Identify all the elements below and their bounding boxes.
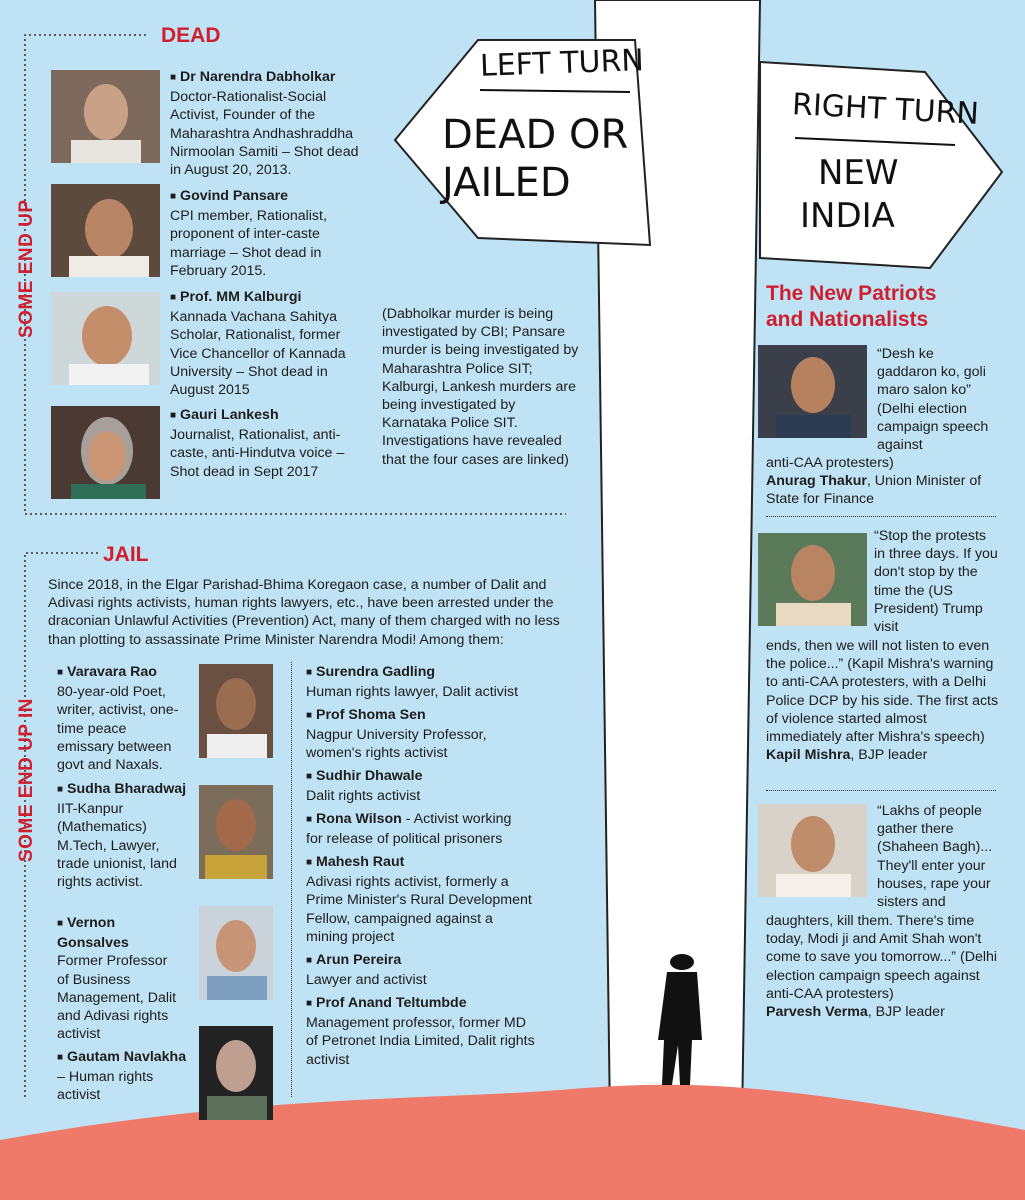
jail-person-wilson — [306, 810, 531, 848]
portrait-icon — [758, 804, 867, 897]
jail-person-name: ■ Mahesh Raut — [306, 853, 536, 873]
dead-person-desc: CPI member, Rationalist, proponent of inter-caste marriage – Shot dead in February 2015. — [170, 208, 327, 279]
quote-thakur-wrap: “Desh ke gaddaron ko, goli maro salon ko” (Delhi election campaign speech against — [877, 346, 989, 454]
right-sign-line2: INDIA — [800, 196, 895, 236]
jail-person-desc: - Activist working for release of political prisoners — [306, 811, 512, 848]
dead-person-name: ■ Prof. MM Kalburgi — [170, 288, 360, 308]
photo-lankesh — [51, 406, 160, 499]
jail-person-name: ■ Prof Shoma Sen — [306, 706, 526, 726]
jail-person-navlakha — [57, 1048, 187, 1105]
quote-separator — [766, 516, 996, 517]
jail-person-desc: IIT-Kanpur (Mathematics) M.Tech, Lawyer, trade unionist, land rights activist. — [57, 801, 177, 891]
jail-person-desc: Lawyer and activist — [306, 972, 427, 989]
dead-person-1 — [170, 68, 370, 179]
jail-person-bharadwaj — [57, 780, 187, 891]
jail-person-dhawale — [306, 767, 526, 805]
photo-bharadwaj — [199, 785, 273, 879]
jail-person-name: ■ Arun Pereira — [306, 951, 526, 971]
jail-person-gadling — [306, 663, 546, 701]
portrait-icon — [199, 1026, 273, 1120]
jail-side-label: SOME END UP IN — [16, 698, 37, 862]
right-sign-title: RIGHT TURN — [791, 87, 980, 132]
dead-person-name: ■ Gauri Lankesh — [170, 406, 350, 426]
left-sign-line1: DEAD OR — [442, 112, 629, 158]
jail-person-name: ■ Rona Wilson — [306, 811, 402, 827]
quote-separator — [766, 790, 996, 791]
portrait-icon — [199, 785, 273, 879]
dead-person-desc: Kannada Vachana Sahitya Scholar, Rationalist, former Vice Chancellor of Kannada University – Shot dead in August 2015 — [170, 309, 346, 399]
speaker-name: Parvesh Verma — [766, 1004, 868, 1021]
photo-navlakha — [199, 1026, 273, 1120]
jail-person-desc: Human rights lawyer, Dalit activist — [306, 684, 519, 701]
jail-person-desc: Former Professor of Business Management, Dalit and Adivasi rights activist — [57, 953, 177, 1043]
dead-person-3 — [170, 288, 360, 399]
dead-person-desc: Journalist, Rationalist, anti-caste, anti-Hindutva voice – Shot dead in Sept 2017 — [170, 427, 345, 480]
jail-person-name: ■ Varavara Rao — [57, 663, 182, 683]
jail-intro: Since 2018, in the Elgar Parishad-Bhima Koregaon case, a number of Dalit and Adivasi rights activists, human rights lawyers, etc., have been arrested under the draconian Unlawful Activities (Prevention) Act, many of them charged with no less than plotting to assassinate Prime Minister Narendra Modi! Among them: — [48, 577, 560, 648]
speaker-role: , BJP leader — [867, 1004, 945, 1021]
jail-person-name: ■ Gautam Navlakha — [57, 1049, 186, 1065]
patriots-heading-line2: and Nationalists — [766, 308, 929, 331]
right-sign-line1: NEW — [818, 153, 899, 193]
dead-person-desc: Doctor-Rationalist-Social Activist, Founder of the Maharashtra Andhashraddha Nirmoolan Samiti – Shot dead in August 20, 2013. — [170, 89, 359, 179]
quote-thakur-full — [766, 454, 1001, 509]
dead-heading: DEAD — [161, 24, 221, 47]
portrait-icon — [51, 184, 160, 277]
quote-text: anti-CAA protesters) — [766, 455, 894, 471]
photo-gonsalves — [199, 906, 273, 1000]
patriots-heading-line1: The New Patriots — [766, 282, 937, 305]
dead-side-label: SOME END UP — [16, 199, 37, 338]
quote-text: ends, then we will not listen to even the police...” (Kapil Mishra's warning to anti-CAA protesters, with a Delhi Police DCP by his side. The first acts of violence started almost immediately after Mishra's speech) — [766, 638, 999, 746]
photo-thakur — [758, 345, 867, 438]
quote-text: daughters, kill them. There's time today, Modi ji and Amit Shah won't come to save you tomorrow...” (Delhi election campaign speech against anti-CAA protesters) — [766, 913, 998, 1002]
speaker-name: Kapil Mishra — [766, 747, 851, 764]
dead-person-name: ■ Govind Pansare — [170, 187, 360, 207]
jail-person-name: ■ Prof Anand Teltumbde — [306, 994, 541, 1014]
photo-dabholkar — [51, 70, 160, 163]
jail-person-name: ■ Sudha Bharadwaj — [57, 780, 187, 800]
photo-mishra — [758, 533, 867, 626]
dead-person-name: ■ Dr Narendra Dabholkar — [170, 68, 370, 88]
left-sign-title: LEFT TURN — [479, 43, 645, 84]
portrait-icon — [51, 70, 160, 163]
quote-verma-wrap: “Lakhs of people gather there (Shaheen Bagh)... They'll enter your houses, rape your sisters and — [877, 803, 993, 911]
quote-mishra-full — [766, 637, 1001, 764]
jail-column-divider — [291, 662, 292, 1097]
speaker-name: Anurag Thakur — [766, 473, 867, 490]
speaker-role: , BJP leader — [850, 747, 928, 764]
jail-person-desc: Dalit rights activist — [306, 788, 421, 805]
jail-person-raut — [306, 853, 536, 946]
portrait-icon — [199, 906, 273, 1000]
quote-verma-full — [766, 912, 1001, 1021]
jail-person-teltumbde — [306, 994, 541, 1069]
speaker-role: , Union Minister of State for Finance — [766, 473, 982, 508]
investigation-note: (Dabholkar murder is being investigated by CBI; Pansare murder is being investigated by Maharashtra Police SIT; Kalburgi, Lankesh murders are being investigated by Karnataka Police SIT. Investigations have revealed that the four cases are linked) — [382, 306, 579, 468]
jail-person-name: ■ Surendra Gadling — [306, 663, 546, 683]
dead-person-4 — [170, 406, 350, 481]
jail-person-gonsalves — [57, 914, 182, 1043]
jail-person-name: ■ Sudhir Dhawale — [306, 767, 526, 787]
photo-kalburgi — [51, 292, 160, 385]
photo-pansare — [51, 184, 160, 277]
jail-person-desc: Nagpur University Professor, women's rights activist — [306, 727, 487, 762]
jail-heading: JAIL — [103, 543, 149, 566]
portrait-icon — [51, 406, 160, 499]
jail-person-sen — [306, 706, 526, 763]
jail-person-rao — [57, 663, 182, 774]
jail-person-name: ■ Vernon Gonsalves — [57, 914, 182, 952]
photo-rao — [199, 664, 273, 758]
jail-person-pereira — [306, 951, 526, 989]
jail-person-desc: Adivasi rights activist, formerly a Prime Minister's Rural Development Fellow, campaigned against a mining project — [306, 874, 532, 945]
quote-mishra-wrap: “Stop the protests in three days. If you don't stop by the time the (US President) Trump visit — [874, 528, 998, 636]
portrait-icon — [758, 345, 867, 438]
dead-person-2 — [170, 187, 360, 280]
portrait-icon — [758, 533, 867, 626]
portrait-icon — [51, 292, 160, 385]
left-sign-line2: JAILED — [442, 160, 571, 206]
photo-verma — [758, 804, 867, 897]
jail-person-desc: Management professor, former MD of Petronet India Limited, Dalit rights activist — [306, 1015, 535, 1068]
portrait-icon — [199, 664, 273, 758]
jail-person-desc: – Human rights activist — [57, 1069, 154, 1104]
jail-person-desc: 80-year-old Poet, writer, activist, one-time peace emissary between govt and Naxals. — [57, 684, 179, 774]
patriots-heading — [766, 281, 936, 333]
